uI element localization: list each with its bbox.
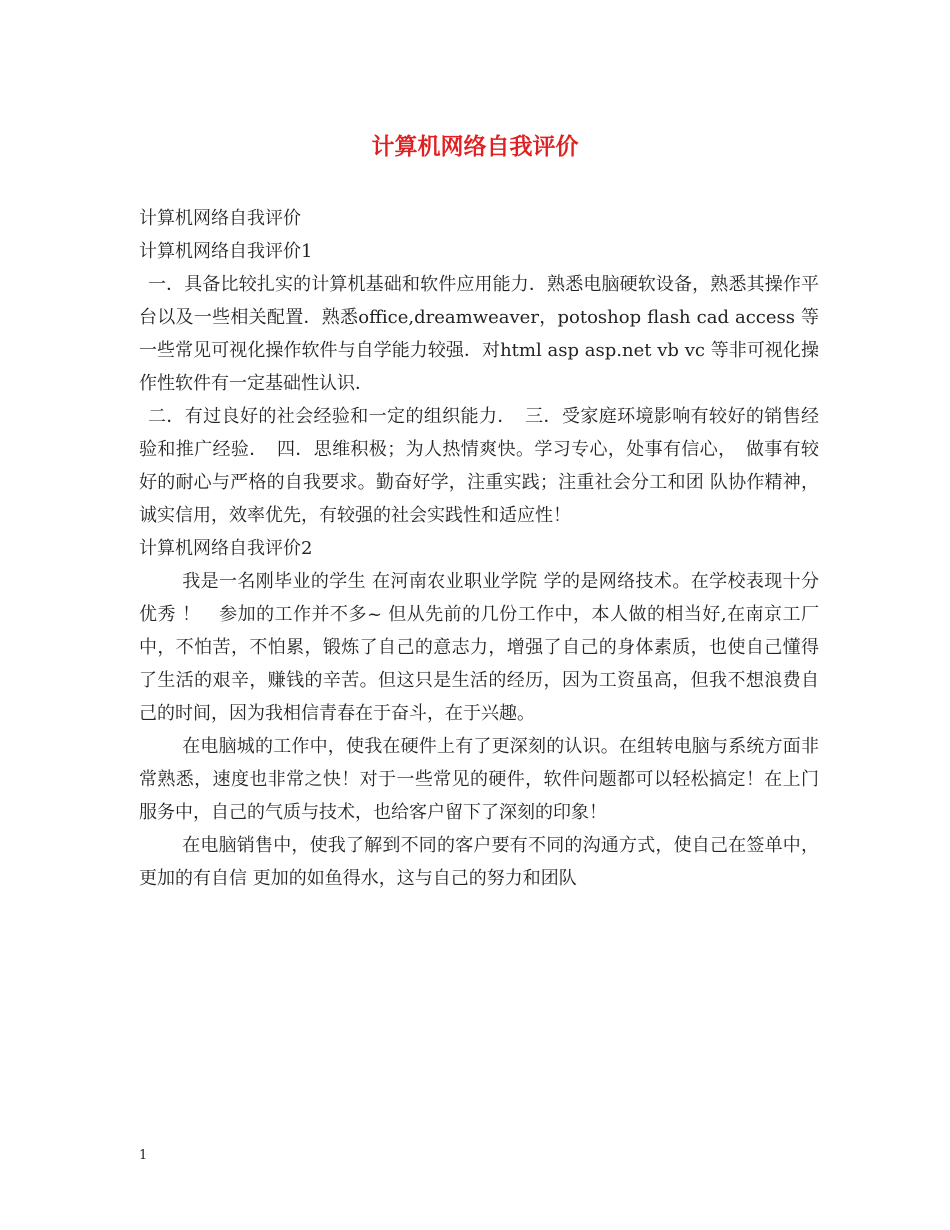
document-title: 计算机网络自我评价	[371, 134, 579, 160]
paragraph: 我是一名刚毕业的学生 在河南农业职业学院 学的是网络技术。在学校表现十分优秀 ！ 参加的工作并不多~ 但从先前的几份工作中，本人做的相当好,在南京工厂中，不怕苦，不怕累，锻炼了自己的意志力，增强了自己的身体素质，也使自己懂得了生活的艰辛，赚钱的辛苦。但这只是生活的经历，因为工资虽高，但我不想浪费自己的时间，因为我相信青春在于奋斗，在于兴趣。	[139, 571, 819, 724]
paragraph: 二．有过良好的社会经验和一定的组织能力． 三．受家庭环境影响有较好的销售经验和推广经验． 四．思维积极；为人热情爽快。学习专心，处事有信心， 做事有较好的耐心与严格的自我要求。勤奋好学，注重实践；注重社会分工和团 队协作精神，诚实信用，效率优先，有较强的社会实践性和适应性！	[139, 406, 819, 526]
paragraph: 一．具备比较扎实的计算机基础和软件应用能力．熟悉电脑硬软设备，熟悉其操作平台以及一些相关配置．熟悉office,dreamweaver，potoshop flash cad access 等一些常见可视化操作软件与自学能力较强．对html asp asp.net vb vc 等非可视化操作性软件有一定基础性认识．	[139, 274, 819, 394]
page-number: 1	[139, 1148, 148, 1163]
section-heading: 计算机网络自我评价2	[139, 538, 313, 559]
paragraph: 计算机网络自我评价	[139, 208, 301, 229]
paragraph: 在电脑城的工作中，使我在硬件上有了更深刻的认识。在组转电脑与系统方面非常熟悉，速度也非常之快！对于一些常见的硬件，软件问题都可以轻松搞定！在上门服务中，自己的气质与技术，也给客户留下了深刻的印象！	[139, 736, 819, 823]
section-heading: 计算机网络自我评价1	[139, 241, 313, 262]
document-body	[139, 202, 819, 895]
paragraph: 在电脑销售中，使我了解到不同的客户要有不同的沟通方式，使自己在签单中，更加的有自信 更加的如鱼得水，这与自己的努力和团队	[139, 835, 819, 889]
